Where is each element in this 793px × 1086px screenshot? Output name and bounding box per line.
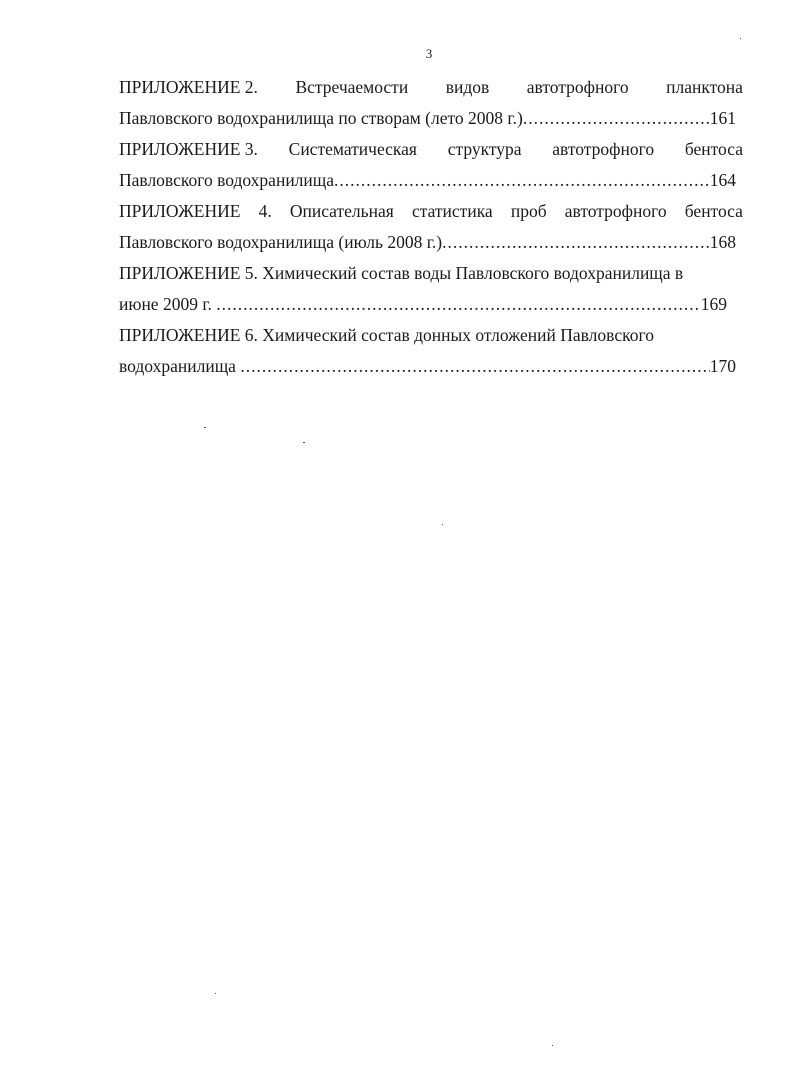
toc-word: проб <box>510 201 547 221</box>
toc-page-number: 170 <box>709 356 736 376</box>
toc-entry-3-line-1 <box>119 134 743 165</box>
toc-entry-text: ПРИЛОЖЕНИЕ 5. Химический состав воды Павловского водохранилища в <box>119 263 684 283</box>
toc-entry-text: ПРИЛОЖЕНИЕ 6. Химический состав донных отложений Павловского <box>119 325 654 345</box>
toc-word: бентоса <box>684 201 743 221</box>
toc-entry-2-line-2[interactable] <box>119 103 736 134</box>
toc-word: 4. <box>258 201 272 221</box>
toc-page-number: 169 <box>700 294 727 314</box>
dot-leader <box>523 103 710 134</box>
toc-word: Описательная <box>289 201 394 221</box>
page-number: 3 <box>425 46 433 61</box>
toc-word: автотрофного <box>526 77 629 97</box>
toc-entry-text: водохранилища <box>119 356 241 376</box>
toc-entry-text: Павловского водохранилища по створам (лето 2008 г.) <box>119 108 523 128</box>
toc-word: Систематическая <box>288 139 417 159</box>
dot-leader <box>240 351 709 382</box>
toc-entry-4-line-1 <box>119 196 743 227</box>
toc-word: структура <box>447 139 522 159</box>
scan-speck <box>442 524 443 525</box>
scan-speck <box>740 38 741 39</box>
toc-entry-3-line-2[interactable] <box>119 165 736 196</box>
toc-entry-5-line-2[interactable] <box>119 289 727 320</box>
scan-speck <box>204 427 206 428</box>
toc-word: видов <box>445 77 490 97</box>
scan-speck <box>552 1045 553 1046</box>
dot-leader <box>334 165 710 196</box>
scan-speck <box>303 442 305 443</box>
toc-entry-text: июне 2009 г. <box>119 294 217 314</box>
toc-entry-2-line-1 <box>119 72 743 103</box>
table-of-contents <box>119 72 743 382</box>
toc-word: ПРИЛОЖЕНИЕ 2. <box>119 77 258 97</box>
toc-word: бентоса <box>684 139 743 159</box>
toc-page-number: 161 <box>709 108 736 128</box>
toc-entry-text: Павловского водохранилища (июль 2008 г.) <box>119 232 443 252</box>
scan-speck <box>215 993 216 994</box>
toc-word: планктона <box>666 77 743 97</box>
toc-entry-4-line-2[interactable] <box>119 227 736 258</box>
toc-word: автотрофного <box>564 201 667 221</box>
dot-leader <box>442 227 710 258</box>
toc-entry-6-line-2[interactable] <box>119 351 736 382</box>
toc-page-number: 164 <box>709 170 736 190</box>
toc-word: ПРИЛОЖЕНИЕ 3. <box>119 139 258 159</box>
toc-word: ПРИЛОЖЕНИЕ <box>119 201 241 221</box>
toc-word: статистика <box>411 201 493 221</box>
toc-entry-6-line-1 <box>119 320 743 351</box>
toc-entry-text: Павловского водохранилища <box>119 170 335 190</box>
toc-page-number: 168 <box>709 232 736 252</box>
toc-word: Встречаемости <box>295 77 409 97</box>
dot-leader <box>216 289 700 320</box>
toc-word: автотрофного <box>552 139 655 159</box>
toc-entry-5-line-1 <box>119 258 743 289</box>
